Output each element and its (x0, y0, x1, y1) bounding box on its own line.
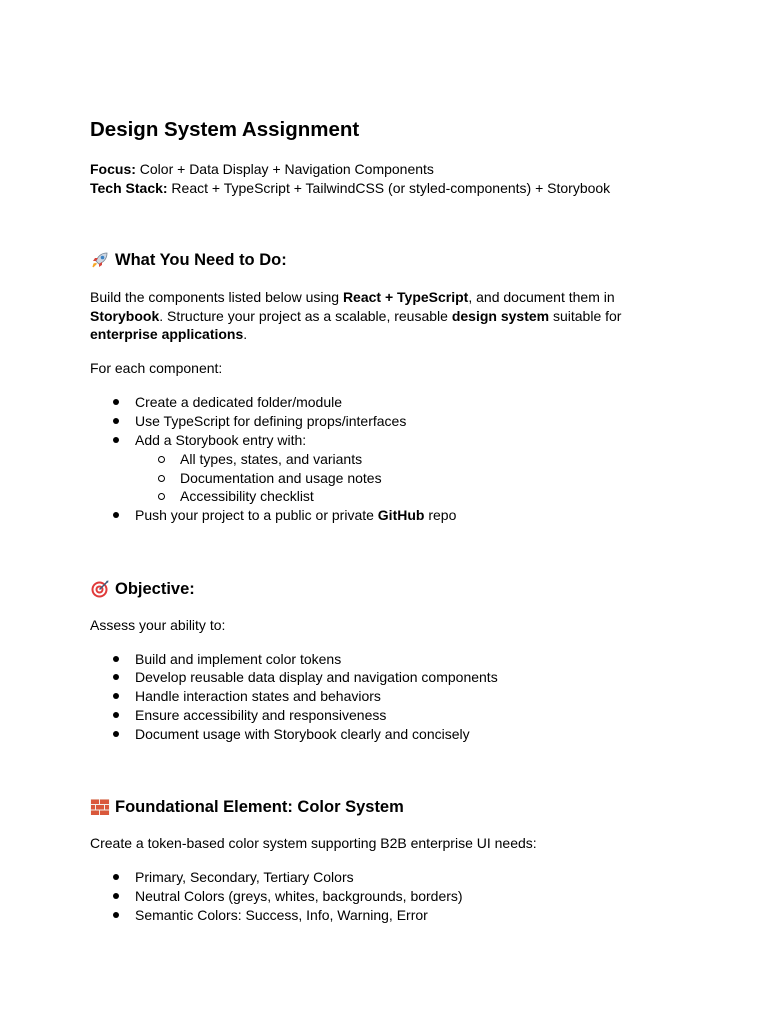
list-item (135, 393, 342, 411)
brick-icon (90, 797, 110, 817)
text-run: Push your project to a public or private (135, 507, 378, 523)
list-item-text: Handle interaction states and behaviors (135, 688, 381, 704)
section-heading-color-system (90, 796, 404, 818)
list-item-text: Use TypeScript for defining props/interfaces (135, 413, 407, 429)
list-item (135, 906, 428, 924)
rocket-icon (90, 250, 110, 270)
text-run: repo (424, 507, 457, 523)
list-item-text: Ensure accessibility and responsiveness (135, 707, 387, 723)
focus-value: Color + Data Display + Navigation Components (135, 161, 434, 177)
todo-paragraph-line-2 (90, 307, 621, 325)
list-item-text: Develop reusable data display and navigation components (135, 669, 498, 685)
list-item (135, 868, 354, 886)
list-item (135, 706, 386, 724)
target-icon (90, 579, 110, 599)
todo-paragraph-2: For each component: (90, 360, 223, 376)
sub-list-item-text: Accessibility checklist (180, 488, 314, 504)
todo-paragraph-line-3 (90, 325, 247, 343)
list-item-text: Document usage with Storybook clearly and concisely (135, 726, 470, 742)
focus-line (90, 160, 434, 178)
text-run-bold: Storybook (90, 308, 160, 324)
list-item (135, 668, 498, 686)
list-item-text: Primary, Secondary, Tertiary Colors (135, 869, 354, 885)
sub-list-item (180, 487, 314, 505)
todo-paragraph-line-1 (90, 288, 615, 306)
text-run-bold: design system (451, 308, 550, 324)
text-run-bold: React + TypeScript (342, 289, 469, 305)
list-item-text: Add a Storybook entry with: (135, 432, 307, 448)
list-item (135, 887, 463, 905)
text-run: . Structure your project as a scalable, reusable (159, 308, 452, 324)
sub-list-item (180, 469, 382, 487)
focus-label: Focus: (90, 161, 136, 177)
list-item (135, 506, 456, 524)
section-heading-objective-text: Objective: (115, 580, 195, 598)
list-item-text: Semantic Colors: Success, Info, Warning, Error (135, 907, 428, 923)
sub-list-item-text: Documentation and usage notes (180, 470, 382, 486)
list-item-text: Neutral Colors (greys, whites, backgrounds, borders) (135, 888, 463, 904)
color-system-intro: Create a token-based color system supporting B2B enterprise UI needs: (90, 835, 537, 851)
tech-stack-line (90, 179, 610, 197)
list-item (135, 412, 406, 430)
sub-list-item (180, 450, 362, 468)
section-heading-todo-text: What You Need to Do: (115, 251, 287, 269)
text-run: Build the components listed below using (90, 289, 343, 305)
text-run: suitable for (549, 308, 622, 324)
text-run: . (243, 326, 248, 342)
list-item-text: Create a dedicated folder/module (135, 394, 343, 410)
sub-list-item-text: All types, states, and variants (180, 451, 363, 467)
list-item (135, 687, 381, 705)
section-heading-color-system-text: Foundational Element: Color System (115, 798, 404, 816)
tech-stack-label: Tech Stack: (90, 180, 168, 196)
text-run-bold: enterprise applications (90, 326, 244, 342)
text-run-bold: GitHub (377, 507, 425, 523)
tech-stack-value: React + TypeScript + TailwindCSS (or styled-components) + Storybook (167, 180, 611, 196)
section-heading-todo (90, 249, 287, 271)
text-run: , and document them in (468, 289, 615, 305)
list-item (135, 725, 470, 743)
list-item-text: Build and implement color tokens (135, 651, 342, 667)
list-item (135, 431, 306, 449)
objective-intro: Assess your ability to: (90, 617, 226, 633)
list-item (135, 650, 341, 668)
section-heading-objective (90, 578, 195, 600)
document-title: Design System Assignment (90, 118, 360, 141)
